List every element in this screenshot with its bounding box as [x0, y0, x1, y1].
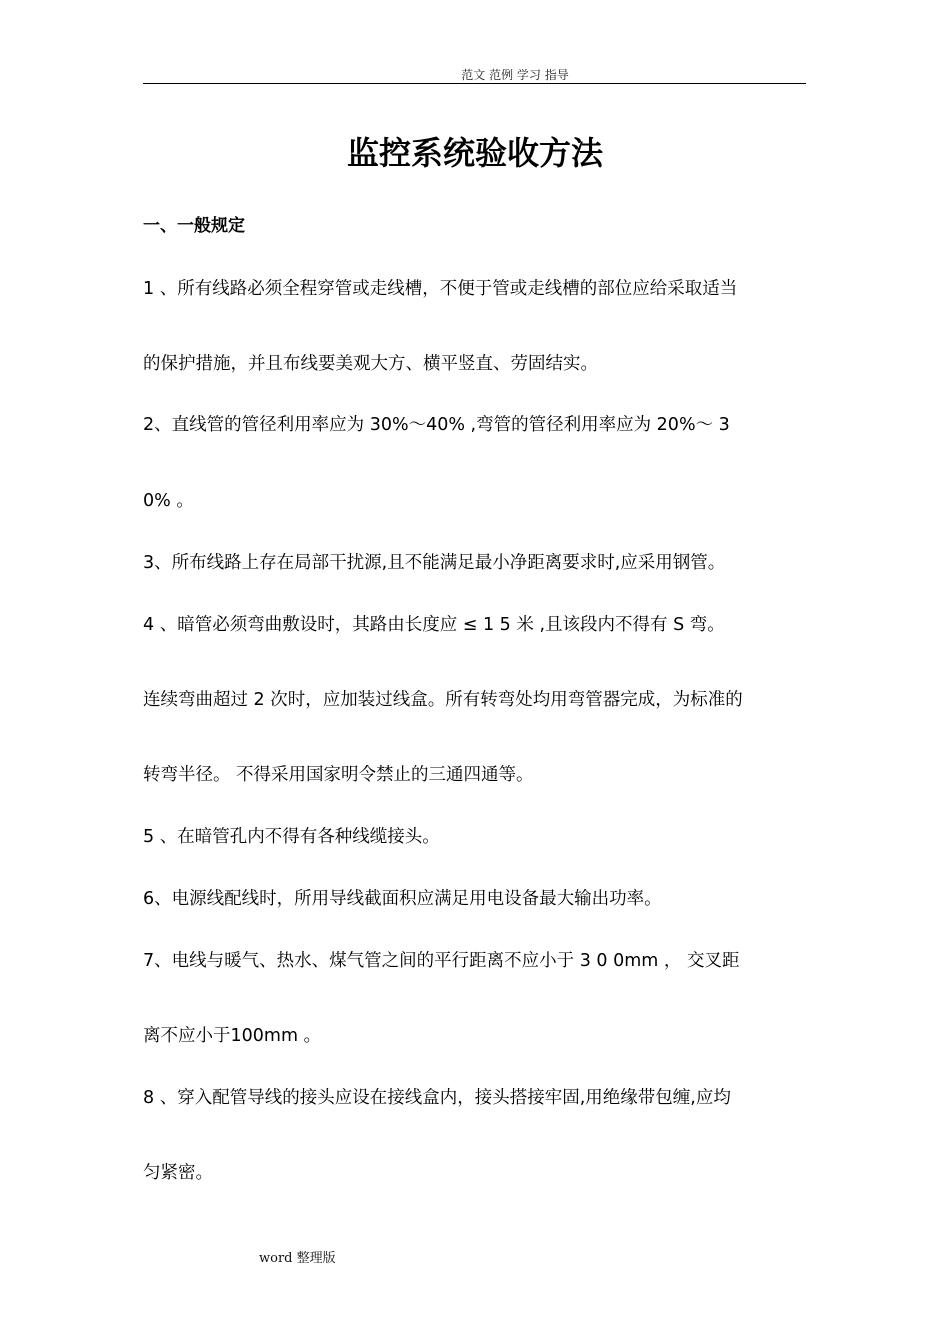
body-line: 的保护措施，并且布线要美观大方、横平竖直、劳固结实。 — [143, 354, 598, 374]
body-line: 连续弯曲超过 2 次时，应加装过线盒。所有转弯处均用弯管器完成，为标准的 — [143, 690, 743, 710]
body-line: 1 、所有线路必须全程穿管或走线槽，不便于管或走线槽的部位应给采取适当 — [143, 279, 738, 299]
body-line: 转弯半径。 不得采用国家明令禁止的三通四通等。 — [143, 765, 534, 785]
body-line: 6、电源线配线时，所用导线截面积应满足用电设备最大输出功率。 — [143, 889, 662, 909]
body-line: 8 、穿入配管导线的接头应设在接线盒内，接头搭接牢固,用绝缘带包缠,应均 — [143, 1088, 731, 1108]
body-line: 2、直线管的管径利用率应为 30%～40% ,弯管的管径利用率应为 20%～ 3 — [143, 415, 730, 435]
body-line: 3、所布线路上存在局部干扰源,且不能满足最小净距离要求时,应采用钢管。 — [143, 553, 726, 573]
header-divider — [143, 83, 806, 84]
running-header: 范文 范例 学习 指导 — [461, 68, 569, 82]
body-line: 0% 。 — [143, 491, 194, 511]
footer-label: word 整理版 — [259, 1251, 336, 1266]
body-line: 5 、在暗管孔内不得有各种线缆接头。 — [143, 827, 440, 847]
body-line: 匀紧密。 — [143, 1163, 213, 1183]
body-line: 7、电线与暖气、热水、煤气管之间的平行距离不应小于 3 0 0mm ， 交叉距 — [143, 951, 740, 971]
body-line: 4 、暗管必须弯曲敷设时，其路由长度应 ≤ 1 5 米 ,且该段内不得有 S 弯。 — [143, 615, 725, 635]
document-title: 监控系统验收方法 — [346, 134, 603, 172]
body-line: 离不应小于100mm 。 — [143, 1026, 322, 1046]
section-heading: 一、一般规定 — [143, 216, 245, 236]
